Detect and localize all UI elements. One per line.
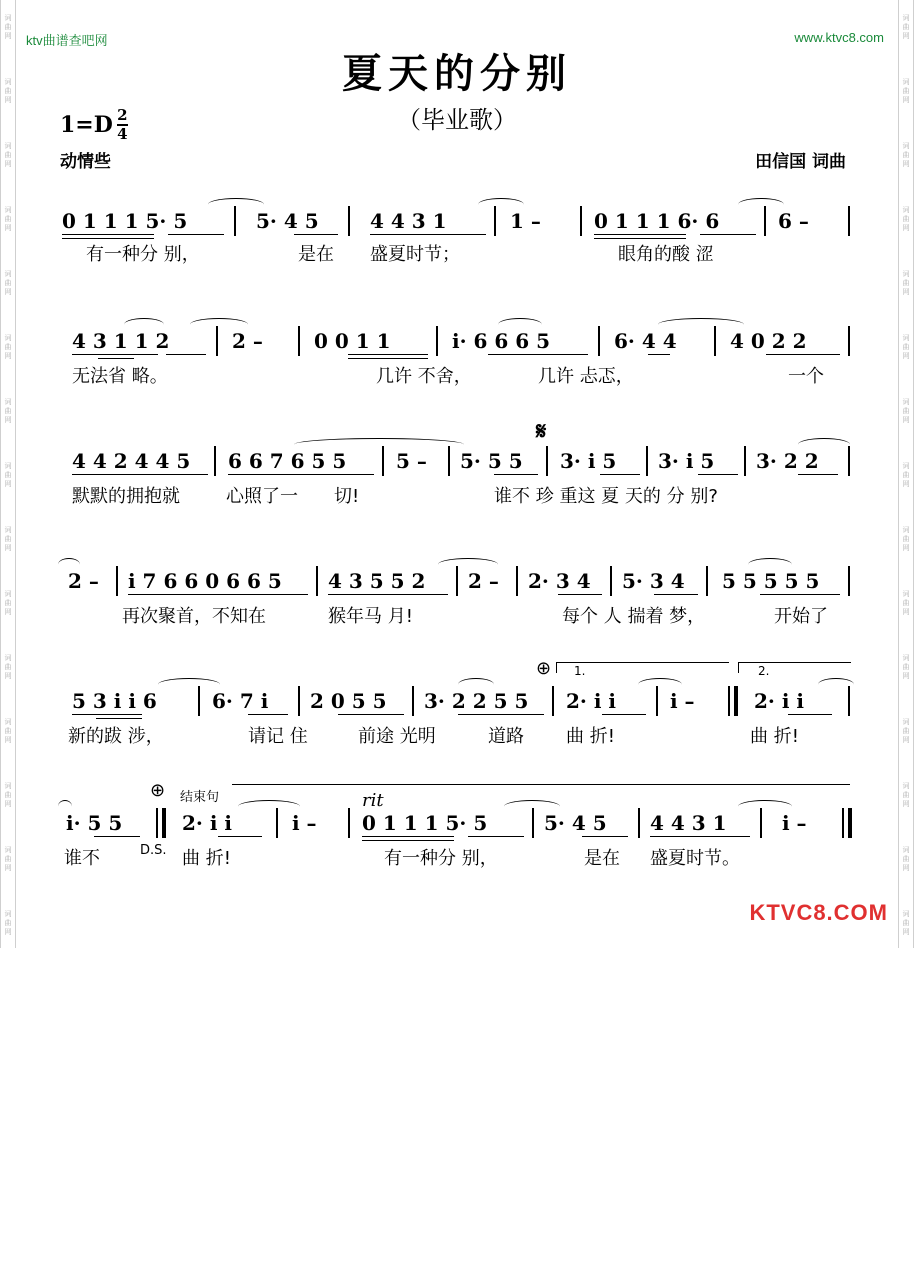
bar-line — [316, 566, 318, 596]
lyrics-row-4 — [58, 605, 854, 629]
beam — [348, 358, 428, 359]
lyric: 新的跋 涉， — [68, 726, 164, 747]
bar-line — [580, 206, 582, 236]
measure: i· 5 5 — [66, 811, 123, 835]
volta-2-label: 2. — [758, 664, 770, 678]
beam — [362, 840, 454, 841]
lyrics-row-5 — [58, 725, 854, 749]
beam — [72, 474, 208, 475]
measure: 0 1 1 1 6· 6 — [594, 209, 720, 233]
beam — [166, 354, 206, 355]
beam — [698, 474, 738, 475]
side-watermark-text: 词 曲 网 — [4, 142, 12, 168]
beam — [594, 234, 686, 235]
lyric: 曲 折! — [566, 726, 615, 747]
left-border-strip — [0, 0, 16, 948]
lyric: 曲 折! — [182, 848, 231, 869]
tie — [208, 198, 264, 211]
lyric: 再次聚首，不知在 — [122, 606, 266, 627]
side-watermark-text: 词 曲 网 — [902, 846, 910, 872]
measure: 0 1 1 1 5· 5 — [62, 209, 188, 233]
tie — [658, 318, 744, 331]
staff-row-4 — [58, 566, 854, 598]
tie — [478, 198, 524, 211]
side-watermark-text: 词 曲 网 — [902, 910, 910, 936]
side-watermark-text: 词 曲 网 — [4, 718, 12, 744]
tempo-marking: 动情些 — [60, 152, 111, 172]
beam — [760, 594, 840, 595]
measure: 4 4 3 1 — [650, 811, 727, 835]
lyric: 前途 光明 — [358, 726, 436, 747]
ktvc8-watermark-logo[interactable]: KTVC8.COM — [749, 900, 888, 925]
lyric: 默默的拥抱就 — [72, 486, 180, 507]
volta-2 — [738, 662, 851, 673]
staff-row-1 — [58, 206, 854, 238]
lyric: 道路 — [488, 726, 524, 747]
tie — [738, 198, 784, 211]
time-bottom: 4 — [117, 125, 128, 143]
bar-line — [706, 566, 708, 596]
measure: 2· i i — [566, 689, 616, 713]
measure: 6· 4 4 — [614, 329, 677, 353]
song-title: 夏天的分别 — [342, 50, 572, 97]
tie — [438, 558, 498, 571]
beam — [348, 354, 428, 355]
site-name-left[interactable]: ktv曲谱查吧网 — [26, 33, 108, 48]
tie — [58, 558, 80, 571]
tie — [818, 678, 854, 691]
bar-line — [598, 326, 600, 356]
coda-sign-row-6: ⊕ — [150, 780, 166, 801]
staff-row-5 — [58, 686, 854, 718]
tie — [238, 800, 300, 813]
measure: 4 3 5 5 2 — [328, 569, 426, 593]
dal-segno-mark: D.S. — [140, 843, 167, 858]
coda-sign-row-5: ⊕ — [536, 658, 552, 679]
bar-line — [848, 566, 850, 596]
key-label: 1=D — [60, 112, 113, 138]
beam — [700, 234, 756, 235]
measure: 4 4 2 4 4 5 — [72, 449, 191, 473]
beam — [488, 354, 588, 355]
composer-credit: 田信国 词曲 — [755, 152, 846, 172]
bar-line — [348, 206, 350, 236]
beam — [328, 594, 448, 595]
beam — [362, 836, 454, 837]
measure: 3· i 5 — [560, 449, 617, 473]
bar-line — [848, 326, 850, 356]
measure: 6 6 7 6 5 5 — [228, 449, 347, 473]
tie — [458, 678, 494, 691]
beam — [72, 714, 142, 715]
lyric: 请记 住 — [248, 726, 308, 747]
lyric: 心照了一 — [226, 486, 298, 507]
measure: 4 0 2 2 — [730, 329, 807, 353]
beam — [600, 474, 640, 475]
measure: i· 6 6 6 5 — [452, 329, 551, 353]
beam — [558, 594, 602, 595]
final-bar — [842, 808, 844, 838]
side-watermark-text: 词 曲 网 — [902, 78, 910, 104]
lyric: 猴年马 月! — [328, 606, 413, 627]
tie — [748, 558, 792, 571]
measure: i – — [670, 689, 695, 713]
measure: 5 3 i i 6 — [72, 689, 157, 713]
side-watermark-text: 词 曲 网 — [4, 462, 12, 488]
time-signature — [117, 108, 128, 142]
tie — [638, 678, 682, 691]
side-watermark-text: 词 曲 网 — [902, 462, 910, 488]
measure: 2· 3 4 — [528, 569, 591, 593]
beam — [370, 234, 486, 235]
beam — [582, 836, 628, 837]
bar-line — [848, 206, 850, 236]
bar-line — [646, 446, 648, 476]
side-watermark-text: 词 曲 网 — [4, 846, 12, 872]
lyric: 切! — [334, 486, 360, 507]
beam — [468, 836, 524, 837]
time-top: 2 — [117, 106, 128, 124]
measure: 5· 5 5 — [460, 449, 523, 473]
measure: i – — [292, 811, 317, 835]
beam — [458, 714, 544, 715]
beam — [798, 474, 838, 475]
beam — [788, 714, 832, 715]
tie — [798, 438, 850, 451]
measure: 0 1 1 1 5· 5 — [362, 811, 488, 835]
side-watermark-text: 词 曲 网 — [902, 526, 910, 552]
side-watermark-text: 词 曲 网 — [902, 206, 910, 232]
staff-row-2 — [58, 326, 854, 358]
bar-line — [744, 446, 746, 476]
lyrics-row-6 — [58, 843, 854, 871]
lyric: 谁不 珍 重这 夏 天的 分 别? — [494, 486, 718, 507]
lyric: 盛夏时节； — [370, 244, 460, 265]
tie — [498, 318, 542, 331]
bar-line — [412, 686, 414, 716]
measure: 2 – — [468, 569, 499, 593]
tie — [504, 800, 560, 813]
measure: 4 4 3 1 — [370, 209, 447, 233]
tie — [158, 678, 220, 691]
side-watermark-text: 词 曲 网 — [4, 78, 12, 104]
measure: 6· 7 i — [212, 689, 269, 713]
lyric: 曲 折! — [750, 726, 799, 747]
side-watermark-text: 词 曲 网 — [902, 782, 910, 808]
beam — [228, 474, 374, 475]
lyric: 有一种分 别， — [86, 244, 200, 265]
side-watermark-text: 词 曲 网 — [4, 910, 12, 936]
side-watermark-text: 词 曲 网 — [902, 270, 910, 296]
measure: 5· 4 5 — [256, 209, 319, 233]
volta-1-label: 1. — [574, 664, 586, 678]
measure: 5 – — [396, 449, 427, 473]
song-subtitle: （毕业歌） — [397, 106, 517, 134]
segno-sign: 𝄋 — [536, 416, 547, 445]
measure: 5· 4 5 — [544, 811, 607, 835]
side-watermark-text: 词 曲 网 — [902, 142, 910, 168]
tie — [58, 800, 72, 813]
side-watermark-text: 词 曲 网 — [902, 718, 910, 744]
bar-line — [436, 326, 438, 356]
bar-line — [516, 566, 518, 596]
site-url-right[interactable]: www.ktvc8.com — [794, 30, 884, 45]
measure: 2 – — [232, 329, 263, 353]
lyrics-row-3 — [58, 485, 854, 509]
lyric: 眼角的酸 涩 — [618, 244, 714, 265]
right-border-strip — [898, 0, 914, 948]
coda-line — [232, 784, 850, 795]
side-watermark-text: 词 曲 网 — [4, 206, 12, 232]
lyric: 是在 — [298, 244, 334, 265]
measure: 0 0 1 1 — [314, 329, 391, 353]
beam — [62, 234, 154, 235]
side-watermark-text: 词 曲 网 — [4, 334, 12, 360]
bar-line — [214, 446, 216, 476]
beam — [72, 354, 158, 355]
bar-line — [610, 566, 612, 596]
beam — [654, 594, 698, 595]
measure: 3· 2 2 — [756, 449, 819, 473]
measure: i 7 6 6 0 6 6 5 — [128, 569, 282, 593]
measure: i – — [782, 811, 807, 835]
beam — [248, 714, 288, 715]
side-watermark-text: 词 曲 网 — [4, 14, 12, 40]
beam — [62, 238, 154, 239]
bar-line — [116, 566, 118, 596]
side-watermark-text: 词 曲 网 — [4, 398, 12, 424]
lyric: 谁不 — [64, 848, 100, 869]
measure: 2 – — [68, 569, 99, 593]
bar-line — [638, 808, 640, 838]
beam — [594, 238, 686, 239]
bar-line — [298, 686, 300, 716]
tie — [190, 318, 248, 331]
key-signature — [60, 108, 128, 142]
measure: 2· i i — [182, 811, 232, 835]
lyric: 有一种分 别， — [384, 848, 498, 869]
side-watermark-text: 词 曲 网 — [902, 334, 910, 360]
side-watermark-text: 词 曲 网 — [902, 590, 910, 616]
measure: 5 5 5 5 5 — [722, 569, 820, 593]
bar-line — [348, 808, 350, 838]
lyric: 是在 — [584, 848, 620, 869]
beam — [294, 234, 338, 235]
beam — [128, 594, 308, 595]
bar-line — [298, 326, 300, 356]
staff-row-6 — [58, 808, 854, 840]
side-watermark-text: 词 曲 网 — [902, 398, 910, 424]
measure: 3· 2 2 5 5 — [424, 689, 529, 713]
tie — [124, 318, 164, 331]
lyric: 盛夏时节。 — [650, 848, 740, 869]
side-watermark-text: 词 曲 网 — [902, 14, 910, 40]
repeat-end-bar — [728, 686, 730, 716]
measure: 1 – — [510, 209, 541, 233]
side-watermark-text: 词 曲 网 — [902, 654, 910, 680]
side-watermark-text: 词 曲 网 — [4, 782, 12, 808]
side-watermark-text: 词 曲 网 — [4, 654, 12, 680]
bar-line — [546, 446, 548, 476]
beam — [98, 358, 134, 359]
side-watermark-text: 词 曲 网 — [4, 526, 12, 552]
lyric: 每个 人 揣着 梦， — [562, 606, 706, 627]
side-watermark-text: 词 曲 网 — [4, 590, 12, 616]
measure: 2· i i — [754, 689, 804, 713]
beam — [494, 474, 538, 475]
beam — [766, 354, 840, 355]
tie — [738, 800, 792, 813]
coda-label: 结束句 — [180, 790, 220, 805]
beam — [94, 836, 140, 837]
lyric: 几许 不舍， — [376, 366, 472, 387]
beam — [602, 714, 646, 715]
measure: 3· i 5 — [658, 449, 715, 473]
staff-row-3 — [58, 446, 854, 478]
beam — [168, 234, 224, 235]
beam — [650, 836, 750, 837]
lyric: 开始了 — [774, 606, 828, 627]
beam — [96, 718, 142, 719]
ritardando-mark: rit — [362, 790, 384, 811]
measure: 5· 3 4 — [622, 569, 685, 593]
beam — [648, 354, 670, 355]
lyrics-row-1 — [58, 243, 854, 267]
lyrics-row-2 — [58, 365, 854, 389]
measure: 4 3 1 1 2 — [72, 329, 170, 353]
measure: 6 – — [778, 209, 809, 233]
tie — [294, 438, 464, 451]
beam — [218, 836, 262, 837]
measure: 2 0 5 5 — [310, 689, 387, 713]
bar-line — [552, 686, 554, 716]
lyric: 无法省 略。 — [72, 366, 168, 387]
lyric: 几许 忐忑， — [538, 366, 634, 387]
lyric: 一个 — [788, 366, 824, 387]
side-watermark-text: 词 曲 网 — [4, 270, 12, 296]
beam — [338, 714, 404, 715]
repeat-end-bar — [156, 808, 158, 838]
